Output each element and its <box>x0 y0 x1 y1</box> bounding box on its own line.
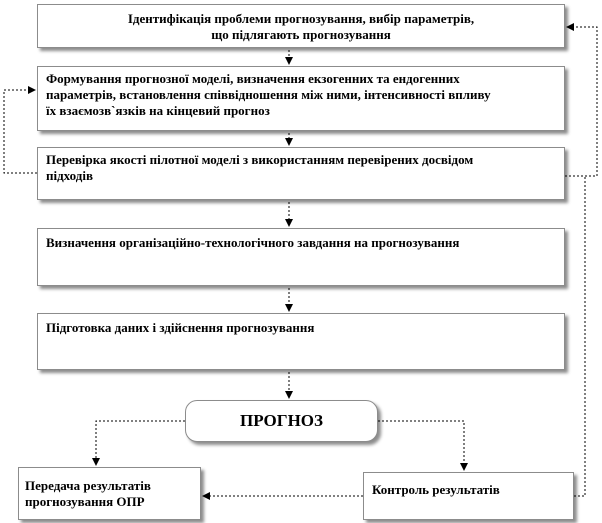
model-formation-line-2: параметрів, встановлення співвідношення між ними, інтенсивності впливу <box>46 87 491 102</box>
data-preparation-box <box>37 313 565 370</box>
transfer-results-line-1: Передача результатів <box>25 478 151 493</box>
feedback-check-to-model <box>4 90 37 173</box>
task-definition-line-1: Визначення організаційно-технологічного завдання на прогнозування <box>46 235 460 250</box>
identification-box <box>37 4 565 48</box>
model-formation-line-1: Формування прогнозної моделі, визначення екзогенних та ендогенних <box>46 71 460 86</box>
feedback-control-to-identification <box>574 176 585 496</box>
transfer-results-box <box>18 467 201 520</box>
quality-check-line-2: підходів <box>46 168 94 183</box>
transfer-results-line-2: прогнозування ОПР <box>25 494 145 509</box>
arrow-forecast-to-control <box>378 421 464 470</box>
model-formation-line-3: їх взаємозв`язків на кінцевий прогноз <box>46 103 270 118</box>
data-preparation-line-1: Підготовка даних і здійснення прогнозування <box>46 320 315 335</box>
arrow-forecast-to-transfer <box>96 421 185 465</box>
control-results-box <box>363 472 574 520</box>
quality-check-line-1: Перевірка якості пілотної моделі з використанням перевірених досвідом <box>46 152 474 167</box>
model-formation-box <box>37 66 565 131</box>
identification-line-1: Ідентифікація проблеми прогнозування, вибір параметрів, <box>127 11 475 26</box>
task-definition-box <box>37 228 565 286</box>
forecast-label: ПРОГНОЗ <box>240 411 323 430</box>
control-results-line-1: Контроль результатів <box>372 482 500 497</box>
feedback-check-to-identification <box>565 27 597 176</box>
quality-check-box <box>37 147 565 200</box>
forecast-box <box>185 400 378 442</box>
identification-line-2: що підлягають прогнозування <box>211 27 391 42</box>
